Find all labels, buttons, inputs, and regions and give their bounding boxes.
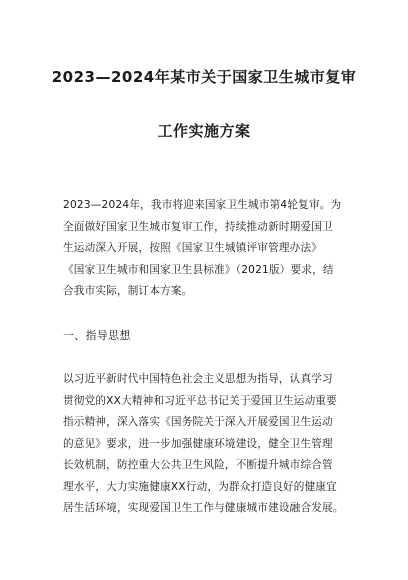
section-line: 指示精神，深入落实《国务院关于深入开展爱国卫生运动	[63, 416, 333, 428]
section-line: 以习近平新时代中国特色社会主义思想为指导，认真学习	[63, 373, 333, 385]
section-line: 长效机制，防控重大公共卫生风险，不断提升城市综合管	[63, 459, 333, 471]
intro-paragraph	[63, 195, 353, 303]
section-line: 贯彻党的XX大精神和习近平总书记关于爱国卫生运动重要	[63, 394, 337, 407]
document-title-line-2: 工作实施方案	[157, 122, 251, 140]
guiding-ideology-paragraph	[63, 369, 353, 520]
intro-line: 《国家卫生城市和国家卫生县标准》（2021版）要求，结	[63, 263, 334, 276]
intro-line: 全面做好国家卫生城市复审工作，持续推动新时期爱国卫	[63, 220, 333, 233]
section-heading-guiding-ideology: 一、指导思想	[63, 329, 131, 342]
document-title-line-1: 2023—2024年某市关于国家卫生城市复审	[51, 68, 357, 86]
section-line: 居生活环境，实现爱国卫生工作与健康城市建设融合发展。	[63, 502, 344, 514]
intro-line: 生运动深入开展，按照《国家卫生城镇评审管理办法》	[63, 242, 323, 254]
intro-line: 合我市实际，制订本方案。	[63, 285, 193, 297]
intro-line: 2023—2024年，我市将迎来国家卫生城市第4轮复审。为	[63, 199, 342, 211]
section-line: 的意见》要求，进一步加强健康环境建设，健全卫生管理	[63, 437, 333, 450]
section-line: 理水平，大力实施健康XX行动，为群众打造良好的健康宜	[63, 480, 337, 493]
